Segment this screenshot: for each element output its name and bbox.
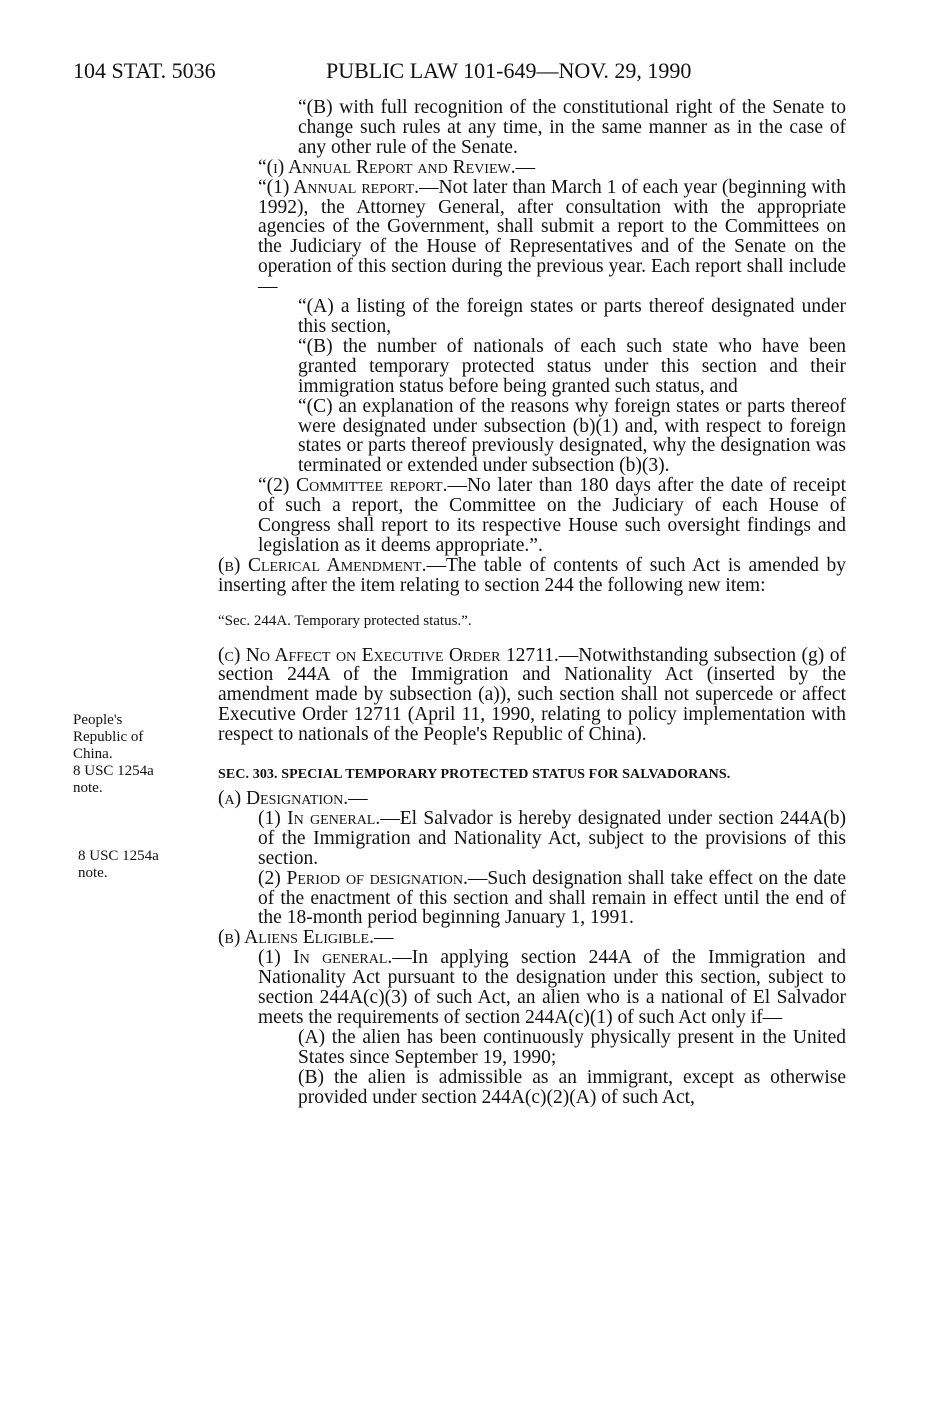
label-executive-order: (c) No Affect on Executive Order 12711. [218, 644, 559, 666]
margin-note-line: People's [73, 712, 123, 728]
text-executive-order: —Notwithstanding subsection (g) of section 244A of the Immigration and Nationality Act (inserted by the amendment made by subsection (a)), such section shall not supercede or affect Executive Order 12711 (April 11, 1990, relating to policy implementation with respect to nationals of the People's Republic of China). [218, 644, 846, 746]
margin-note-line: 8 USC 1254a [78, 848, 159, 864]
paragraph-annual-report [218, 178, 846, 297]
page-header [0, 58, 948, 92]
paragraph-in-general-b1 [218, 948, 846, 1028]
paragraph-B-senate-rules: “(B) with full recognition of the constitutional right of the Senate to change such rules at any time, in the same manner as in the case of any other rule of the Senate. [298, 97, 846, 158]
text-in-general-a1: —El Salvador is hereby designated under section 244A(b) of the Immigration and Nationality Act, subject to the provisions of this section. [258, 807, 846, 869]
label-clerical-amendment: (b) Clerical Amendment. [218, 554, 427, 576]
text-in-general-b1: —In applying section 244A of the Immigration and Nationality Act pursuant to the designation under this section, subject to section 244A(c)(3) of such Act, an alien who is a national of El Salvador meets the requirements of section 244A(c)(1) of such Act only if— [258, 947, 846, 1028]
text-annual-report: —Not later than March 1 of each year (beginning with 1992), the Attorney General, after consultation with the appropriate agencies of the Government, shall submit a report to the Committees on the Judiciary of the House of Representatives and of the Senate on the operation of this section during the previous year. Each report shall include— [258, 176, 846, 298]
paragraph-physically-present-A: (A) the alien has been continuously physically present in the United States since September 19, 1990; [298, 1026, 846, 1068]
paragraph-listing-A: “(A) a listing of the foreign states or parts thereof designated under this section, [298, 296, 846, 337]
text-clerical-amendment: —The table of contents of such Act is amended by inserting after the item relating to section 244 the following new item: [218, 554, 846, 596]
text-period-of-designation: —Such designation shall take effect on the date of the enactment of this section and shall remain in effect until the end of the 18-month period beginning January 1, 1991. [258, 867, 846, 929]
statute-citation: 104 STAT. 5036 [73, 58, 216, 83]
paragraph-in-general-a1 [218, 809, 846, 869]
margin-note-line: note. [73, 780, 103, 796]
body-text [218, 98, 846, 1108]
paragraph-period-of-designation [218, 869, 846, 929]
label-in-general-a1: (1) In general. [258, 807, 381, 829]
public-law-title: PUBLIC LAW 101-649—NOV. 29, 1990 [326, 58, 692, 83]
section-303-heading: SEC. 303. SPECIAL TEMPORARY PROTECTED STATUS FOR SALVADORANS. [218, 767, 731, 783]
heading-aliens-eligible: (b) Aliens Eligible.— [218, 927, 394, 949]
label-committee-report: “(2) Committee report. [258, 475, 448, 497]
paragraph-executive-order [218, 646, 846, 746]
label-annual-report: “(1) Annual report. [258, 176, 420, 198]
paragraph-explanation-C: “(C) an explanation of the reasons why foreign states or parts thereof were designated under subsection (b)(1) and, with respect to foreign states or parts thereof previously designated, why the designation was terminated or extended under subsection (b)(3). [298, 395, 846, 477]
label-in-general-b1: (1) In general. [258, 947, 393, 969]
toc-item: “Sec. 244A. Temporary protected status.”. [218, 612, 472, 629]
heading-designation: (a) Designation.— [218, 788, 368, 809]
paragraph-committee-report [218, 476, 846, 556]
margin-note-line: Republic of [73, 729, 144, 745]
label-period-of-designation: (2) Period of designation. [258, 867, 468, 889]
paragraph-admissible-B: (B) the alien is admissible as an immigrant, except as otherwise provided under section 244A(c)(2)(A) of such Act, [298, 1066, 846, 1108]
margin-note-line: note. [78, 865, 108, 881]
margin-note-line: 8 USC 1254a [73, 763, 154, 779]
margin-note-china [73, 712, 193, 797]
margin-note-line: China. [73, 746, 113, 762]
paragraph-clerical-amendment [218, 556, 846, 596]
margin-note-usc [78, 848, 198, 882]
paragraph-number-B: “(B) the number of nationals of each such state who have been granted temporary protected status under this section and their immigration status before being granted such status, and [298, 335, 846, 397]
text-committee-report: —No later than 180 days after the date of receipt of such a report, the Committee on the Judiciary of each House of Congress shall report to its respective House such oversight findings and legislation as it deems appropriate.”. [258, 475, 846, 556]
heading-annual-report-review: “(i) Annual Report and Review.— [258, 156, 536, 178]
